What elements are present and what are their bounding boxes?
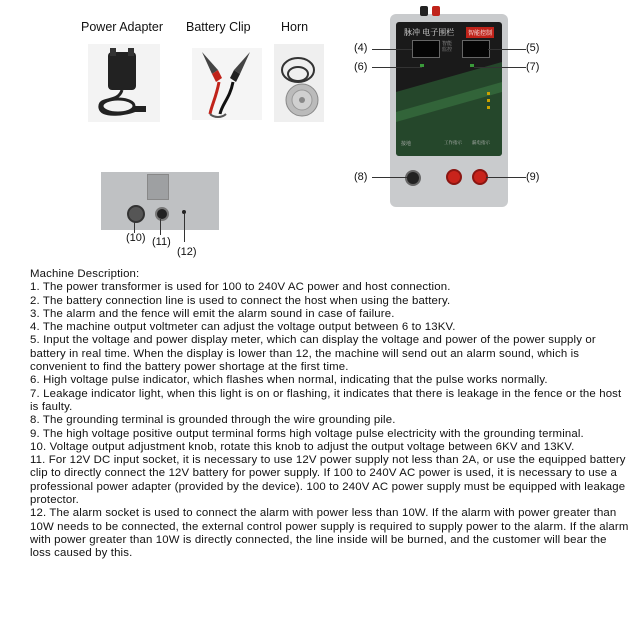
callout-6-line [372, 67, 422, 68]
callout-12-line [184, 214, 185, 242]
brand-text: 脉冲 电子围栏 [404, 28, 455, 37]
callout-9: (9) [526, 171, 540, 183]
description-item-1: 1. The power transformer is used for 100 to 240V AC power and host connection. [30, 281, 451, 294]
description-item-9: 9. The high voltage positive output terminal forms high voltage pulse electricity with the grounding terminal. [30, 427, 584, 440]
power-display [462, 40, 490, 58]
callout-7-line [474, 67, 526, 68]
callout-5-line [488, 49, 526, 50]
screen-label: 智能 监控 [442, 41, 453, 53]
callout-9-line [486, 177, 526, 178]
battery-clip-image [192, 48, 262, 120]
callout-8: (8) [354, 171, 368, 183]
output-terminal-1 [446, 169, 462, 185]
description-item-2: 2. The battery connection line is used to connect the host when using the battery. [30, 294, 451, 307]
horn-image [274, 44, 324, 122]
mounting-bracket [147, 174, 169, 200]
power-adapter-label: Power Adapter [81, 20, 163, 34]
top-terminal-left [420, 6, 428, 16]
description-heading: Machine Description: [30, 268, 140, 280]
callout-5: (5) [526, 42, 540, 54]
callout-10: (10) [126, 232, 146, 244]
description-item-5: 5. Input the voltage and power display meter, which can display the voltage and power of the power supply or battery in real time. When the display is lower than 12, the machine will send out an alarm sound, which is convenient to find the battery power shortage at the first time. [30, 334, 596, 374]
callout-8-line [372, 177, 407, 178]
indicator-label-1: 工作指示 [444, 140, 462, 145]
description-item-12: 12. The alarm socket is used to connect the alarm with power less than 10W. If the alarm with power greater than 10W needs to be connected, the external control power supply is required to supply power to the alarm. If the alarm with power greater than 10W is directly connected, the line inside will be burned, and the customer will bear the loss caused by this. [30, 507, 629, 560]
dc-input-socket [155, 207, 169, 221]
callout-12: (12) [177, 246, 197, 258]
callout-11: (11) [152, 236, 171, 248]
ground-label: 接地 [401, 141, 412, 147]
description-item-11: 11. For 12V DC input socket, it is necessary to use 12V power supply not less than 2A, or use the equipped battery clip to directly connect the 12V battery for power supply. If 100 to 240V AC power is used, it is necessary to use a professional power adapter (provided by the device). 100 to 240V AC power supply must be equipped with leakage protector. [30, 454, 626, 507]
callout-7: (7) [526, 61, 540, 73]
description-item-7: 7. Leakage indicator light, when this light is on or flashing, it indicates that there is leakage in the fence or the host is faulty. [30, 387, 622, 413]
brand-badge: 智能控制 [466, 27, 494, 38]
callout-4: (4) [354, 42, 368, 54]
callout-6: (6) [354, 61, 368, 73]
horn-label: Horn [281, 20, 309, 34]
description-item-8: 8. The grounding terminal is grounded through the wire grounding pile. [30, 414, 396, 427]
status-dot [487, 99, 490, 102]
ground-terminal [405, 170, 421, 186]
indicator-label-2: 漏电指示 [472, 140, 490, 145]
description-item-3: 3. The alarm and the fence will emit the alarm sound in case of failure. [30, 307, 395, 320]
callout-4-line [372, 49, 412, 50]
machine-description [30, 268, 630, 561]
description-item-6: 6. High voltage pulse indicator, which flashes when normal, indicating that the pulse works normally. [30, 374, 548, 387]
power-adapter-image [88, 44, 160, 122]
status-dot [487, 106, 490, 109]
adjustment-knob [127, 205, 145, 223]
description-item-10: 10. Voltage output adjustment knob, rotate this knob to adjust the output voltage between 6KV and 13KV. [30, 440, 575, 453]
status-dot [487, 92, 490, 95]
voltmeter-display [412, 40, 440, 58]
battery-clip-label: Battery Clip [186, 20, 251, 34]
top-terminal-right [432, 6, 440, 16]
description-item-4: 4. The machine output voltmeter can adjust the voltage output between 6 to 13KV. [30, 321, 456, 334]
callout-11-line [160, 219, 161, 235]
